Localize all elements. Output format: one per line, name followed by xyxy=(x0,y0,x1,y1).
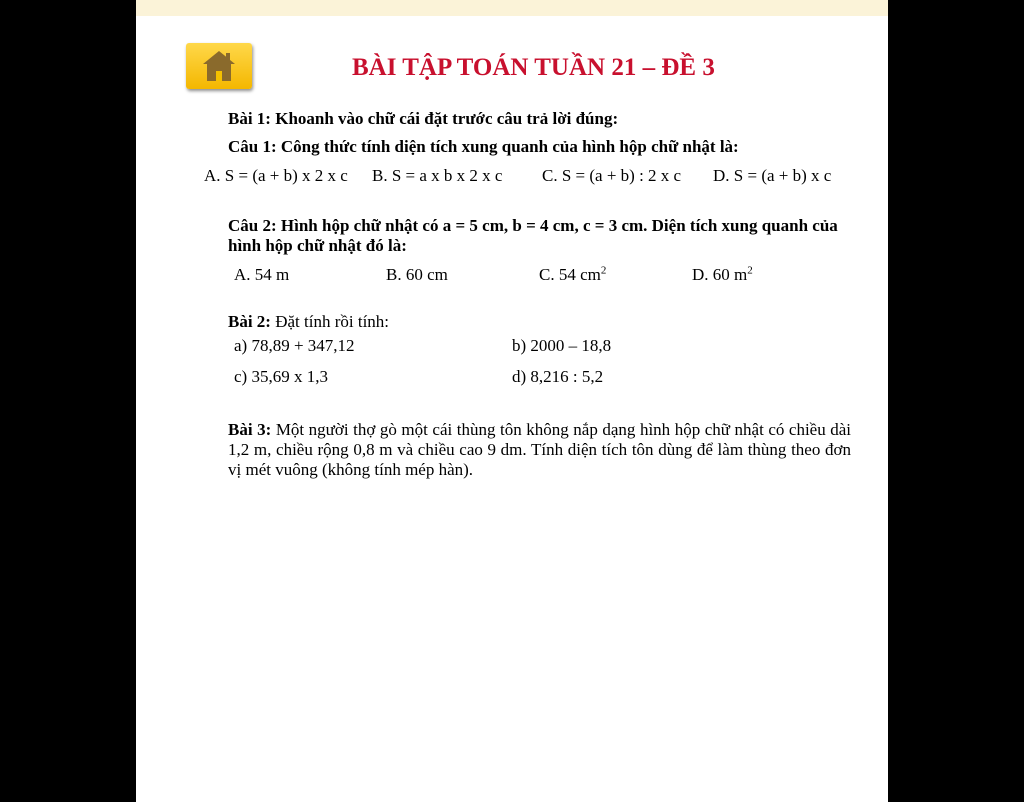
bai2-heading xyxy=(228,312,389,332)
cau2-option-b: B. 60 cm xyxy=(386,265,448,284)
bai3-label: Bài 3: xyxy=(228,420,272,439)
bai2-item-c: c) 35,69 x 1,3 xyxy=(234,367,328,386)
home-icon xyxy=(202,49,236,83)
bai3-paragraph xyxy=(228,420,851,480)
home-button[interactable] xyxy=(186,43,252,89)
bai3-text: Một người thợ gò một cái thùng tôn không nắp dạng hình hộp chữ nhật có chiều dài 1,2 m, chiều rộng 0,8 m và chiều cao 9 dm. Tính diện tích tôn dùng để làm thùng theo đơn vị mét vuông (không tính mép hàn). xyxy=(228,420,852,479)
bai1-heading: Bài 1: Khoanh vào chữ cái đặt trước câu trả lời đúng: xyxy=(228,109,619,128)
cau2-option-d-text: D. 60 m xyxy=(692,265,748,284)
bai2-item-b: b) 2000 – 18,8 xyxy=(512,336,612,355)
page-title: BÀI TẬP TOÁN TUẦN 21 – ĐỀ 3 xyxy=(352,54,715,81)
cau2-question: Câu 2: Hình hộp chữ nhật có a = 5 cm, b = 4 cm, c = 3 cm. Diện tích xung quanh của hình hộp chữ nhật đó là: xyxy=(228,216,838,255)
cau2-option-c xyxy=(539,265,606,285)
bai2-label: Bài 2: xyxy=(228,312,271,331)
superscript-2-c: 2 xyxy=(600,264,607,277)
bai2-item-a: a) 78,89 + 347,12 xyxy=(234,336,355,355)
cau1-option-a: A. S = (a + b) x 2 x c xyxy=(204,166,348,185)
cau1-question: Câu 1: Công thức tính diện tích xung quanh của hình hộp chữ nhật là: xyxy=(228,137,739,156)
bai2-text: Đặt tính rồi tính: xyxy=(275,312,390,331)
cau1-option-c: C. S = (a + b) : 2 x c xyxy=(542,166,682,185)
top-strip xyxy=(136,0,888,16)
cau1-option-d: D. S = (a + b) x c xyxy=(713,166,832,185)
cau2-option-c-text: C. 54 cm xyxy=(539,265,601,284)
superscript-2-d: 2 xyxy=(747,264,753,277)
document-page xyxy=(136,0,888,802)
cau2-option-a: A. 54 m xyxy=(234,265,290,284)
cau1-option-b: B. S = a x b x 2 x c xyxy=(372,166,503,185)
cau2-option-d xyxy=(692,265,753,285)
bai2-item-d: d) 8,216 : 5,2 xyxy=(512,367,604,386)
